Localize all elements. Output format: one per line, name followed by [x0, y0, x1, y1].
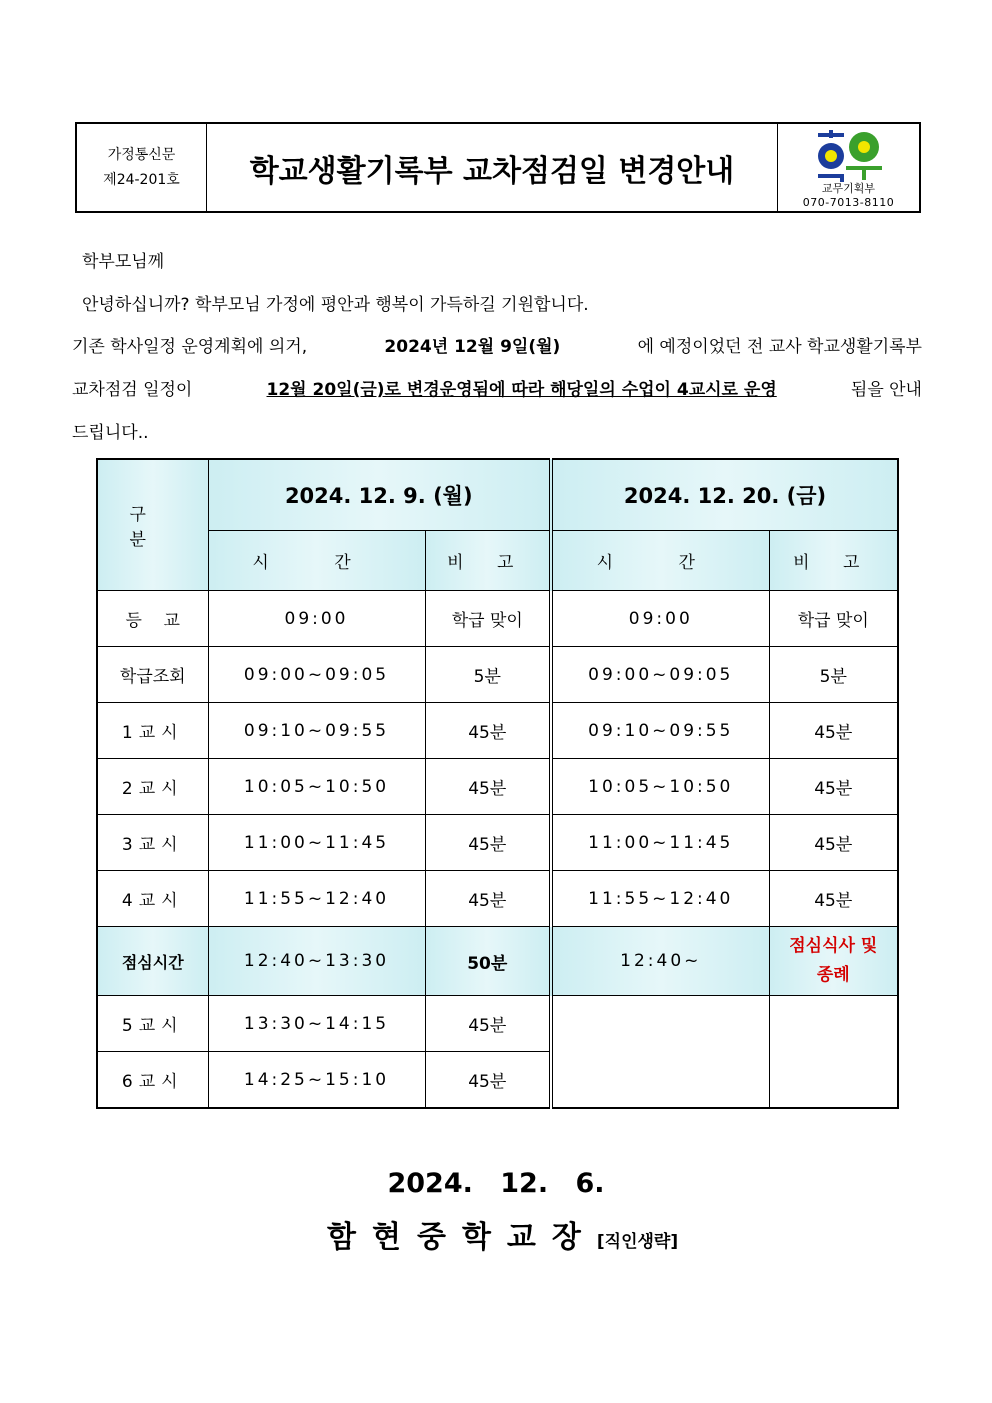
newsletter-header — [75, 122, 921, 213]
note-cell: 50분 — [425, 927, 551, 996]
note-cell: 5분 — [425, 647, 551, 703]
date-header-original: 2024. 12. 9. (월) — [208, 459, 551, 531]
note-cell: 45분 — [425, 703, 551, 759]
page-title: 학교생활기록부 교차점검일 변경안내 — [249, 153, 735, 189]
notice-text: 기존 학사일정 운영계획에 의거, — [72, 337, 308, 357]
newsletter-number: 제24-201호 — [103, 171, 180, 188]
note-cell: 45분 — [425, 871, 551, 927]
table-row — [97, 591, 898, 647]
time-cell: 11:55~12:40 — [551, 871, 769, 927]
time-cell: 10:05~10:50 — [208, 759, 425, 815]
issue-date: 2024. 12. 6. — [387, 1168, 605, 1199]
original-date: 2024년 12월 9일(월) — [384, 337, 561, 357]
school-logo-box — [777, 124, 919, 211]
table-row — [97, 996, 898, 1052]
note-cell: 45분 — [769, 815, 898, 871]
row-label: 5교시 — [97, 996, 208, 1052]
newsletter-id-box — [77, 124, 207, 211]
lunch-row — [97, 927, 898, 996]
school-logo-icon — [818, 130, 882, 182]
notice-text: 에 예정이었던 전 교사 학교생활기록부 — [637, 337, 922, 357]
newsletter-label: 가정통신문 — [107, 146, 176, 163]
principal-signature — [327, 1212, 678, 1256]
row-label: 학급조회 — [97, 647, 208, 703]
row-label: 6교시 — [97, 1052, 208, 1109]
time-header: 시 간 — [208, 531, 425, 591]
note-cell: 학급 맞이 — [769, 591, 898, 647]
note-cell: 45분 — [425, 996, 551, 1052]
greeting: 학부모님께 — [82, 252, 165, 272]
notice-line-3: 드립니다.. — [72, 423, 149, 443]
note-cell: 45분 — [769, 871, 898, 927]
time-cell: 09:00~09:05 — [551, 647, 769, 703]
note-header: 비 고 — [425, 531, 551, 591]
lunch-note-line: 점심식사 및 — [789, 936, 878, 956]
row-label: 등 교 — [97, 591, 208, 647]
seal-note: [직인생략] — [596, 1232, 679, 1252]
principal-name: 함현중학교장 — [327, 1220, 597, 1255]
category-header: 구 분 — [97, 459, 208, 591]
table-row — [97, 759, 898, 815]
time-cell: 09:00~09:05 — [208, 647, 425, 703]
time-cell: 09:10~09:55 — [208, 703, 425, 759]
time-header: 시 간 — [551, 531, 769, 591]
time-cell: 11:00~11:45 — [208, 815, 425, 871]
time-cell: 12:40~ — [551, 927, 769, 996]
time-cell: 12:40~13:30 — [208, 927, 425, 996]
note-cell: 학급 맞이 — [425, 591, 551, 647]
table-row — [97, 815, 898, 871]
department-phone: 070-7013-8110 — [802, 196, 895, 209]
row-label: 점심시간 — [97, 927, 208, 996]
note-cell: 45분 — [425, 815, 551, 871]
note-cell: 45분 — [769, 759, 898, 815]
notice-line-2 — [72, 375, 922, 400]
time-cell: 09:00 — [208, 591, 425, 647]
table-row — [97, 647, 898, 703]
changed-date-highlight: 12월 20일(금)로 변경운영됨에 따라 해당일의 수업이 4교시로 운영 — [266, 380, 777, 400]
opening-sentence: 안녕하십니까? 학부모님 가정에 평안과 행복이 가득하길 기원합니다. — [82, 295, 589, 315]
time-cell: 10:05~10:50 — [551, 759, 769, 815]
note-cell: 45분 — [425, 1052, 551, 1109]
notice-line-1 — [72, 332, 922, 357]
time-cell: 11:00~11:45 — [551, 815, 769, 871]
note-header: 비 고 — [769, 531, 898, 591]
row-label: 3교시 — [97, 815, 208, 871]
schedule-table — [96, 458, 899, 1109]
notice-text: 교차점검 일정이 — [72, 380, 193, 400]
table-row — [97, 871, 898, 927]
table-row — [97, 703, 898, 759]
time-cell: 11:55~12:40 — [208, 871, 425, 927]
row-label: 2교시 — [97, 759, 208, 815]
empty-cell — [551, 996, 769, 1109]
time-cell: 14:25~15:10 — [208, 1052, 425, 1109]
time-cell: 13:30~14:15 — [208, 996, 425, 1052]
time-cell: 09:10~09:55 — [551, 703, 769, 759]
time-cell: 09:00 — [551, 591, 769, 647]
row-label: 1교시 — [97, 703, 208, 759]
lunch-note-line: 종례 — [816, 965, 850, 985]
note-cell: 5분 — [769, 647, 898, 703]
lunch-note-cell — [769, 927, 898, 996]
department-name: 교무기획부 — [821, 182, 876, 195]
notice-text: 됨을 안내 — [850, 380, 922, 400]
note-cell: 45분 — [769, 703, 898, 759]
row-label: 4교시 — [97, 871, 208, 927]
date-header-changed: 2024. 12. 20. (금) — [551, 459, 898, 531]
note-cell: 45분 — [425, 759, 551, 815]
empty-cell — [769, 996, 898, 1109]
